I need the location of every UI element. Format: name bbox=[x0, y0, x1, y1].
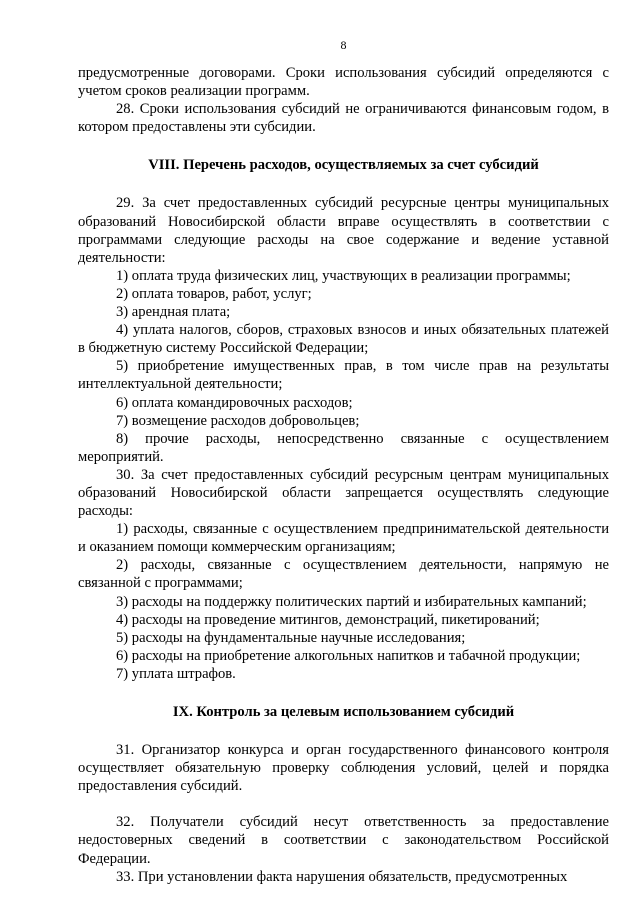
list-item-29-8: 8) прочие расходы, непосредственно связанные с осуществлением мероприятий. bbox=[78, 430, 609, 465]
list-item-30-1: 1) расходы, связанные с осуществлением предпринимательской деятельности и оказанием помощи коммерческим организациям; bbox=[78, 521, 609, 556]
spacer bbox=[78, 136, 609, 156]
list-item-29-4: 4) уплата налогов, сборов, страховых взносов и иных обязательных платежей в бюджетную систему Российской Федерации; bbox=[78, 322, 609, 357]
list-item-29-5: 5) приобретение имущественных прав, в том числе прав на результаты интеллектуальной деятельности; bbox=[78, 358, 609, 393]
paragraph-continuation: предусмотренные договорами. Сроки использования субсидий определяются с учетом сроков реализации программ. bbox=[78, 65, 609, 100]
list-item-29-3: 3) арендная плата; bbox=[116, 304, 231, 321]
page-number: 8 bbox=[340, 38, 347, 52]
list-item-30-7: 7) уплата штрафов. bbox=[116, 665, 236, 682]
spacer bbox=[78, 721, 609, 741]
spacer bbox=[78, 795, 609, 813]
list-item-29-2: 2) оплата товаров, работ, услуг; bbox=[116, 285, 312, 302]
list-item-30-3: 3) расходы на поддержку политических партий и избирательных кампаний; bbox=[116, 593, 587, 610]
paragraph-28: 28. Сроки использования субсидий не ограничиваются финансовым годом, в котором предоставлены эти субсидии. bbox=[78, 101, 609, 136]
paragraph-32: 32. Получатели субсидий несут ответственность за предоставление недостоверных сведений в соответствии с законодательством Российской Федерации. bbox=[78, 814, 609, 867]
spacer bbox=[78, 683, 609, 703]
paragraph-33: 33. При установлении факта нарушения обязательств, предусмотренных bbox=[116, 868, 568, 885]
list-item-30-6: 6) расходы на приобретение алкогольных напитков и табачной продукции; bbox=[116, 647, 581, 664]
paragraph-31: 31. Организатор конкурса и орган государственного финансового контроля осуществляет обязательную проверку соблюдения условий, целей и порядка предоставления субсидий. bbox=[78, 742, 609, 795]
spacer bbox=[78, 174, 609, 194]
section-heading-ix: IX. Контроль за целевым использованием субсидий bbox=[172, 704, 515, 720]
section-heading-viii: VIII. Перечень расходов, осуществляемых за счет субсидий bbox=[148, 157, 539, 174]
list-item-29-1: 1) оплата труда физических лиц, участвующих в реализации программы; bbox=[116, 267, 571, 284]
paragraph-30: 30. За счет предоставленных субсидий ресурсным центрам муниципальных образований Новосибирской области запрещается осуществлять следующие расходы: bbox=[78, 466, 609, 520]
paragraph-29: 29. За счет предоставленных субсидий ресурсные центры муниципальных образований Новосибирской области вправе осуществлять в соответствии с программами следующие расходы на свое содержание и ведение уставной деятельности: bbox=[78, 195, 609, 266]
list-item-30-2: 2) расходы, связанные с осуществлением деятельности, напрямую не связанной с программами; bbox=[78, 557, 609, 592]
list-item-29-7: 7) возмещение расходов добровольцев; bbox=[116, 412, 360, 429]
document-body bbox=[78, 64, 609, 886]
list-item-29-6: 6) оплата командировочных расходов; bbox=[116, 394, 353, 411]
list-item-30-5: 5) расходы на фундаментальные научные исследования; bbox=[116, 629, 466, 646]
list-item-30-4: 4) расходы на проведение митингов, демонстраций, пикетирований; bbox=[116, 611, 540, 628]
